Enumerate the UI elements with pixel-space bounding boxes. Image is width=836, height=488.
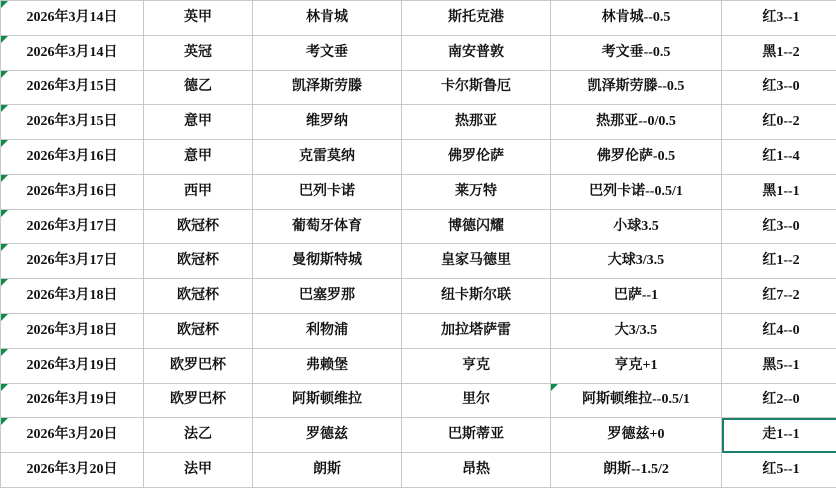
cell-result[interactable] (722, 279, 836, 314)
cell-result-text: 红3--0 (762, 79, 800, 95)
cell-line-text: 阿斯顿维拉--0.5/1 (582, 392, 690, 408)
cell-home-text: 林肯城 (306, 9, 348, 25)
cell-league[interactable] (144, 418, 253, 453)
cell-home-text: 罗德兹 (306, 427, 348, 443)
cell-line[interactable] (551, 174, 722, 209)
cell-league[interactable] (144, 453, 253, 488)
table-row (1, 348, 836, 383)
cell-result-text: 黑1--2 (762, 44, 800, 60)
cell-date[interactable] (1, 279, 144, 314)
cell-home-text: 考文垂 (306, 44, 348, 60)
cell-away[interactable] (402, 140, 551, 175)
cell-line-text: 大球3/3.5 (607, 253, 665, 269)
cell-away-text: 里尔 (462, 392, 490, 408)
cell-line[interactable] (551, 1, 722, 36)
cell-home[interactable] (253, 348, 402, 383)
cell-away-text: 巴斯蒂亚 (448, 427, 504, 443)
cell-result-text: 红3--0 (762, 218, 800, 234)
cell-line-text: 巴萨--1 (613, 288, 659, 304)
cell-date[interactable] (1, 209, 144, 244)
cell-date-text: 2026年3月17日 (26, 218, 118, 234)
cell-date-text: 2026年3月18日 (26, 322, 118, 338)
cell-result-text: 走1--1 (762, 427, 800, 443)
cell-league[interactable] (144, 209, 253, 244)
cell-away[interactable] (402, 244, 551, 279)
cell-line-text: 佛罗伦萨-0.5 (596, 149, 676, 165)
cell-result[interactable] (722, 1, 836, 36)
cell-league-text: 欧罗巴杯 (170, 357, 226, 373)
cell-result[interactable] (722, 35, 836, 70)
cell-result-text: 红7--2 (762, 288, 800, 304)
cell-result[interactable] (722, 140, 836, 175)
cell-line-text: 亨克+1 (614, 357, 658, 373)
cell-league-text: 德乙 (184, 79, 212, 95)
cell-league[interactable] (144, 1, 253, 36)
cell-home-text: 利物浦 (306, 322, 348, 338)
cell-away-text: 加拉塔萨雷 (441, 322, 511, 338)
cell-home[interactable] (253, 35, 402, 70)
comment-marker-icon (1, 314, 8, 321)
cell-away[interactable] (402, 314, 551, 349)
cell-date-text: 2026年3月14日 (26, 9, 118, 25)
cell-date-text: 2026年3月20日 (26, 427, 118, 443)
cell-line-text: 巴列卡诺--0.5/1 (589, 183, 683, 199)
table-row (1, 383, 836, 418)
cell-home[interactable] (253, 383, 402, 418)
comment-marker-icon (1, 1, 8, 8)
cell-result-text: 红5--1 (762, 462, 800, 478)
comment-marker-icon (551, 384, 558, 391)
cell-away[interactable] (402, 209, 551, 244)
cell-away[interactable] (402, 453, 551, 488)
cell-away-text: 热那亚 (455, 114, 497, 130)
cell-home-text: 凯泽斯劳滕 (292, 79, 362, 95)
cell-league[interactable] (144, 70, 253, 105)
cell-league-text: 欧冠杯 (177, 288, 219, 304)
cell-line[interactable] (551, 209, 722, 244)
cell-league-text: 西甲 (184, 183, 212, 199)
cell-result-text: 黑1--1 (762, 183, 800, 199)
cell-date-text: 2026年3月16日 (26, 149, 118, 165)
cell-home-text: 弗赖堡 (306, 357, 348, 373)
cell-line[interactable] (551, 244, 722, 279)
cell-result[interactable] (722, 174, 836, 209)
cell-away[interactable] (402, 105, 551, 140)
cell-home[interactable] (253, 453, 402, 488)
cell-line[interactable] (551, 140, 722, 175)
cell-league[interactable] (144, 348, 253, 383)
cell-result-text: 黑5--1 (762, 357, 800, 373)
cell-home[interactable] (253, 70, 402, 105)
comment-marker-icon (1, 418, 8, 425)
cell-date[interactable] (1, 105, 144, 140)
cell-home-text: 巴塞罗那 (299, 288, 355, 304)
cell-league[interactable] (144, 105, 253, 140)
cell-line[interactable] (551, 70, 722, 105)
cell-league-text: 英甲 (184, 9, 212, 25)
cell-result-text: 红4--0 (762, 322, 800, 338)
table-row (1, 279, 836, 314)
cell-date-text: 2026年3月19日 (26, 357, 118, 373)
cell-away-text: 亨克 (462, 357, 490, 373)
cell-date[interactable] (1, 70, 144, 105)
cell-league-text: 法甲 (184, 462, 212, 478)
cell-line[interactable] (551, 383, 722, 418)
table-row (1, 140, 836, 175)
cell-away-text: 南安普敦 (448, 44, 504, 60)
comment-marker-icon (1, 384, 8, 391)
cell-away-text: 莱万特 (455, 183, 497, 199)
cell-result[interactable] (722, 105, 836, 140)
comment-marker-icon (1, 279, 8, 286)
cell-result[interactable] (722, 383, 836, 418)
cell-result-text: 红1--2 (762, 253, 800, 269)
comment-marker-icon (1, 140, 8, 147)
comment-marker-icon (1, 71, 8, 78)
cell-league-text: 欧冠杯 (177, 218, 219, 234)
cell-line-text: 热那亚--0/0.5 (596, 114, 676, 130)
cell-away-text: 佛罗伦萨 (448, 149, 504, 165)
cell-home[interactable] (253, 279, 402, 314)
cell-league-text: 欧冠杯 (177, 322, 219, 338)
cell-line-text: 大3/3.5 (614, 322, 658, 338)
cell-date[interactable] (1, 314, 144, 349)
cell-away-text: 皇家马德里 (441, 253, 511, 269)
cell-home[interactable] (253, 418, 402, 453)
cell-away[interactable] (402, 418, 551, 453)
cell-result[interactable] (722, 314, 836, 349)
cell-league[interactable] (144, 140, 253, 175)
table-row (1, 314, 836, 349)
cell-league[interactable] (144, 279, 253, 314)
cell-away[interactable] (402, 279, 551, 314)
cell-home[interactable] (253, 1, 402, 36)
cell-home[interactable] (253, 105, 402, 140)
cell-line-text: 朗斯--1.5/2 (603, 462, 669, 478)
cell-away-text: 昂热 (462, 462, 490, 478)
comment-marker-icon (1, 36, 8, 43)
cell-home-text: 朗斯 (313, 462, 341, 478)
cell-league-text: 欧冠杯 (177, 253, 219, 269)
cell-line[interactable] (551, 105, 722, 140)
cell-line-text: 小球3.5 (613, 218, 659, 234)
table-row (1, 1, 836, 36)
cell-away-text: 纽卡斯尔联 (441, 288, 511, 304)
cell-home-text: 曼彻斯特城 (292, 253, 362, 269)
cell-home-text: 巴列卡诺 (299, 183, 355, 199)
table-row (1, 35, 836, 70)
cell-date-text: 2026年3月15日 (26, 114, 118, 130)
cell-home[interactable] (253, 209, 402, 244)
cell-result-selected[interactable] (722, 418, 836, 453)
cell-date[interactable] (1, 35, 144, 70)
cell-date-text: 2026年3月14日 (26, 44, 118, 60)
table-row (1, 105, 836, 140)
cell-date-text: 2026年3月18日 (26, 288, 118, 304)
table-row (1, 174, 836, 209)
table-row (1, 418, 836, 453)
cell-league[interactable] (144, 383, 253, 418)
cell-line-text: 罗德兹+0 (607, 427, 665, 443)
cell-result[interactable] (722, 244, 836, 279)
cell-result-text: 红2--0 (762, 392, 800, 408)
cell-away[interactable] (402, 383, 551, 418)
cell-date[interactable] (1, 453, 144, 488)
cell-date[interactable] (1, 174, 144, 209)
cell-home-text: 克雷莫纳 (299, 149, 355, 165)
cell-date[interactable] (1, 348, 144, 383)
cell-line[interactable] (551, 279, 722, 314)
table-row (1, 70, 836, 105)
cell-away-text: 卡尔斯鲁厄 (441, 79, 511, 95)
cell-result[interactable] (722, 348, 836, 383)
cell-line[interactable] (551, 35, 722, 70)
table-row (1, 209, 836, 244)
cell-away-text: 斯托克港 (448, 9, 504, 25)
comment-marker-icon (1, 244, 8, 251)
cell-league-text: 意甲 (184, 114, 212, 130)
cell-result-text: 红3--1 (762, 9, 800, 25)
cell-line[interactable] (551, 418, 722, 453)
cell-date[interactable] (1, 1, 144, 36)
cell-home[interactable] (253, 314, 402, 349)
cell-date-text: 2026年3月19日 (26, 392, 118, 408)
cell-date[interactable] (1, 244, 144, 279)
cell-league[interactable] (144, 35, 253, 70)
cell-result-text: 红0--2 (762, 114, 800, 130)
cell-away[interactable] (402, 174, 551, 209)
cell-result-text: 红1--4 (762, 149, 800, 165)
cell-line-text: 林肯城--0.5 (601, 9, 671, 25)
cell-date[interactable] (1, 383, 144, 418)
comment-marker-icon (1, 210, 8, 217)
cell-league[interactable] (144, 314, 253, 349)
comment-marker-icon (1, 105, 8, 112)
cell-league-text: 意甲 (184, 149, 212, 165)
cell-line[interactable] (551, 348, 722, 383)
cell-home[interactable] (253, 244, 402, 279)
cell-line-text: 凯泽斯劳滕--0.5 (587, 79, 685, 95)
cell-away[interactable] (402, 348, 551, 383)
cell-away[interactable] (402, 1, 551, 36)
cell-line-text: 考文垂--0.5 (601, 44, 671, 60)
cell-date-text: 2026年3月15日 (26, 79, 118, 95)
cell-league-text: 欧罗巴杯 (170, 392, 226, 408)
cell-league-text: 英冠 (184, 44, 212, 60)
cell-result[interactable] (722, 70, 836, 105)
cell-result[interactable] (722, 453, 836, 488)
cell-date[interactable] (1, 418, 144, 453)
comment-marker-icon (1, 175, 8, 182)
cell-result[interactable] (722, 209, 836, 244)
cell-home[interactable] (253, 140, 402, 175)
cell-home[interactable] (253, 174, 402, 209)
cell-away[interactable] (402, 35, 551, 70)
cell-line[interactable] (551, 314, 722, 349)
cell-league[interactable] (144, 174, 253, 209)
cell-home-text: 葡萄牙体育 (292, 218, 362, 234)
comment-marker-icon (1, 349, 8, 356)
cell-home-text: 阿斯顿维拉 (292, 392, 362, 408)
cell-date[interactable] (1, 140, 144, 175)
cell-date-text: 2026年3月16日 (26, 183, 118, 199)
cell-date-text: 2026年3月20日 (26, 462, 118, 478)
cell-line[interactable] (551, 453, 722, 488)
cell-away[interactable] (402, 70, 551, 105)
cell-home-text: 维罗纳 (306, 114, 348, 130)
cell-away-text: 博德闪耀 (448, 218, 504, 234)
table-row (1, 453, 836, 488)
cell-league[interactable] (144, 244, 253, 279)
table-row (1, 244, 836, 279)
cell-date-text: 2026年3月17日 (26, 253, 118, 269)
table-body (1, 1, 836, 488)
cell-league-text: 法乙 (184, 427, 212, 443)
